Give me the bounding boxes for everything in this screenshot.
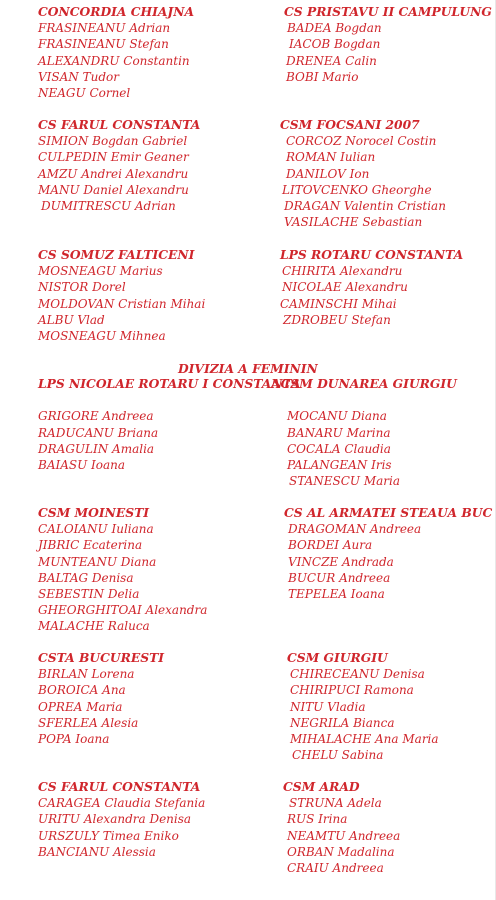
player-name: BADEA Bogdan <box>287 21 382 36</box>
team-name: CSM GIURGIU <box>287 650 388 665</box>
player-name: BAIASU Ioana <box>38 458 126 473</box>
player-name: NEGRILA Bianca <box>290 715 395 730</box>
player-name: ZDROBEU Stefan <box>283 312 391 327</box>
team-name: ACSM DUNAREA GIURGIU <box>271 376 457 391</box>
player-name: NITU Vladia <box>290 699 366 714</box>
player-name <box>38 392 301 408</box>
player-name: BUCUR Andreea <box>288 570 391 585</box>
player-name: VASILACHE Sebastian <box>284 215 423 230</box>
player-name: CARAGEA Claudia Stefania <box>38 796 206 811</box>
player-name: OPREA Maria <box>38 699 123 714</box>
player-name: CALOIANU Iuliana <box>38 522 154 537</box>
team-name: CSM ARAD <box>283 779 360 794</box>
player-name: CULPEDIN Emir Geaner <box>38 150 189 165</box>
player-name: GRIGORE Andreea <box>38 409 154 424</box>
player-name: RADUCANU Briana <box>38 425 159 440</box>
team-block <box>287 650 439 763</box>
player-name: FRASINEANU Adrian <box>38 21 171 36</box>
player-name: MOCANU Diana <box>287 409 387 424</box>
team-block <box>38 4 194 101</box>
player-name: URSZULY Timea Eniko <box>38 828 179 843</box>
player-name: MUNTEANU Diana <box>38 554 157 569</box>
team-name: CS AL ARMATEI STEAUA BUC <box>284 505 493 520</box>
player-name: MOSNEAGU Mihnea <box>38 329 166 344</box>
player-name: MALACHE Raluca <box>38 619 150 634</box>
player-name: DRAGULIN Amalia <box>38 441 155 456</box>
player-name: VISAN Tudor <box>38 69 119 84</box>
player-name: BALTAG Denisa <box>38 570 134 585</box>
player-name: ALEXANDRU Constantin <box>38 53 190 68</box>
team-name: LPS ROTARU CONSTANTA <box>280 247 464 262</box>
player-name: BOROICA Ana <box>38 683 126 698</box>
player-name: DRENEA Calin <box>286 53 377 68</box>
player-name: ALBU Vlad <box>38 312 105 327</box>
team-block <box>38 779 205 860</box>
section-title: DIVIZIA A FEMININ <box>178 361 318 376</box>
player-name: IACOB Bogdan <box>289 37 381 52</box>
player-name: PALANGEAN Iris <box>287 458 392 473</box>
team-block <box>38 117 200 214</box>
team-block <box>284 4 492 85</box>
player-name: GHEORGHITOAI Alexandra <box>38 603 208 618</box>
team-name: LPS NICOLAE ROTARU I CONSTANTA <box>38 376 301 391</box>
team-name: CSM FOCSANI 2007 <box>280 117 420 132</box>
player-name: DRAGAN Valentin Cristian <box>284 199 446 214</box>
player-name: NICOLAE Alexandru <box>282 280 408 295</box>
team-name: CSTA BUCURESTI <box>38 650 164 665</box>
player-name: BORDEI Aura <box>288 538 373 553</box>
player-name: CHIRITA Alexandru <box>282 264 403 279</box>
player-name: STANESCU Maria <box>289 474 400 489</box>
player-name: CHELU Sabina <box>292 748 384 763</box>
player-name: URITU Alexandra Denisa <box>38 812 192 827</box>
team-block <box>38 376 301 473</box>
team-block <box>38 650 164 747</box>
player-name: DANILOV Ion <box>286 166 370 181</box>
team-name: CS PRISTAVU II CAMPULUNG <box>284 4 492 19</box>
player-name: AMZU Andrei Alexandru <box>38 166 189 181</box>
team-name: CS FARUL CONSTANTA <box>38 117 201 132</box>
player-name: CHIRIPUCI Ramona <box>290 683 414 698</box>
player-name <box>271 392 457 408</box>
player-name: MOLDOVAN Cristian Mihai <box>38 296 206 311</box>
player-name: RUS Irina <box>287 812 348 827</box>
team-block <box>280 117 446 230</box>
player-name: ROMAN Iulian <box>286 150 376 165</box>
player-name: ORBAN Madalina <box>287 844 395 859</box>
player-name: SEBESTIN Delia <box>38 587 140 602</box>
team-name: CS SOMUZ FALTICENI <box>38 247 195 262</box>
player-name: NEAMTU Andreea <box>287 828 401 843</box>
player-name: BANCIANU Alessia <box>38 844 156 859</box>
player-name: POPA Ioana <box>38 732 110 747</box>
player-name: LITOVCENKO Gheorghe <box>282 182 432 197</box>
player-name: BOBI Mario <box>286 69 359 84</box>
team-block <box>280 247 463 328</box>
team-name: CS FARUL CONSTANTA <box>38 779 201 794</box>
team-block <box>284 505 492 602</box>
team-block <box>38 247 205 344</box>
player-name: JIBRIC Ecaterina <box>38 538 143 553</box>
player-name: FRASINEANU Stefan <box>38 37 169 52</box>
team-name: CSM MOINESTI <box>38 505 150 520</box>
player-name: DUMITRESCU Adrian <box>41 199 176 214</box>
player-name: VINCZE Andrada <box>288 554 394 569</box>
team-name: CONCORDIA CHIAJNA <box>38 4 194 19</box>
player-name: STRUNA Adela <box>289 796 382 811</box>
player-name: BANARU Marina <box>287 425 391 440</box>
player-name: CHIRECEANU Denisa <box>290 667 425 682</box>
player-name: TEPELEA Ioana <box>288 587 385 602</box>
player-name: NEAGU Cornel <box>38 86 131 101</box>
player-name: CRAIU Andreea <box>287 861 384 876</box>
player-name: SIMION Bogdan Gabriel <box>38 134 188 149</box>
player-name: MIHALACHE Ana Maria <box>290 732 439 747</box>
team-block <box>38 505 207 635</box>
team-block <box>283 779 400 876</box>
player-name: CAMINSCHI Mihai <box>280 296 397 311</box>
player-name: NISTOR Dorel <box>38 280 126 295</box>
player-name: COCALA Claudia <box>287 441 391 456</box>
player-name: MANU Daniel Alexandru <box>38 182 189 197</box>
player-name: SFERLEA Alesia <box>38 715 139 730</box>
player-name: DRAGOMAN Andreea <box>288 522 422 537</box>
player-name: BIRLAN Lorena <box>38 667 135 682</box>
team-block <box>271 376 457 489</box>
player-name: MOSNEAGU Marius <box>38 264 163 279</box>
player-name: CORCOZ Norocel Costin <box>286 134 437 149</box>
